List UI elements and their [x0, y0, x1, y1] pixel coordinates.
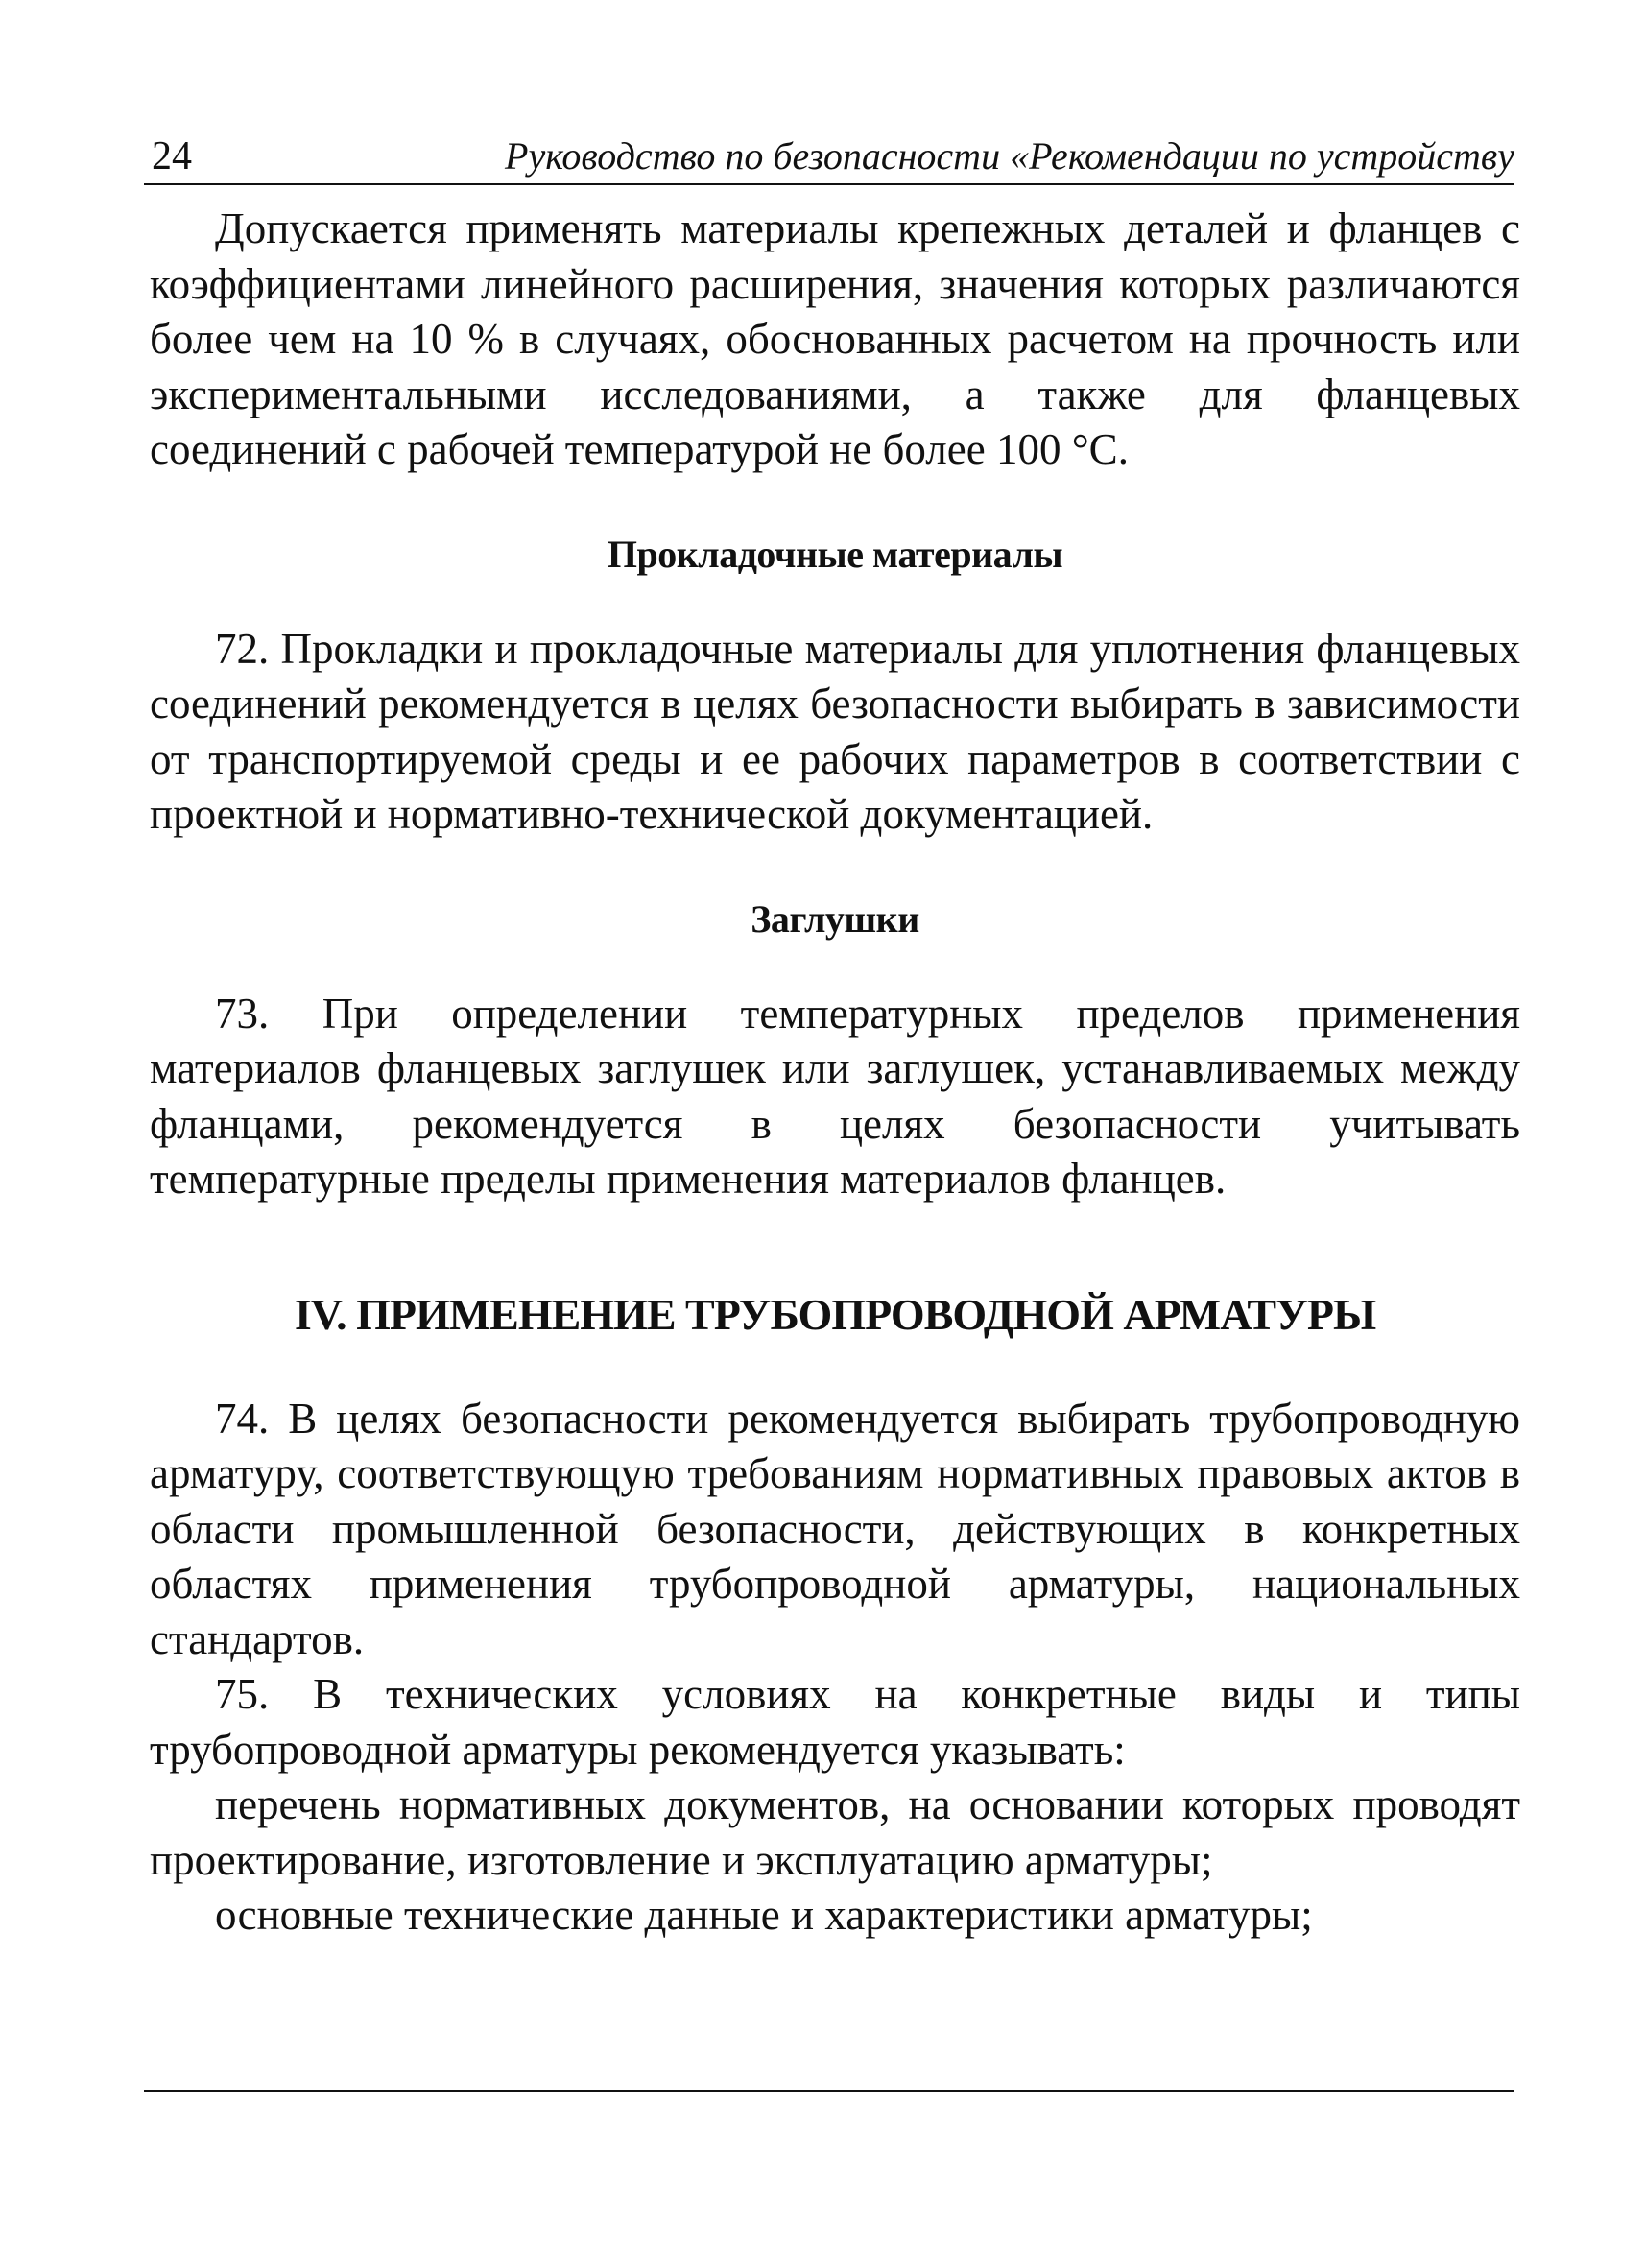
heading-gasket-materials: Прокладочные материалы — [607, 532, 1063, 576]
bottom-rule — [144, 2090, 1514, 2092]
heading-plugs: Заглушки — [751, 896, 919, 941]
paragraph-list-item-technical-data: основные технические данные и характеристики арматуры; — [215, 1891, 1313, 1939]
paragraph-72: 72. Прокладки и прокладочные материалы для уплотнения фланцевых соединений рекомендуется в целях безопасности выбирать в зависимости от транспортируемой среды и ее рабочих параметров в соответствии с проектной и нормативно-технической документацией. — [150, 624, 1520, 838]
section-heading-iv: IV. ПРИМЕНЕНИЕ ТРУБОПРОВОДНОЙ АРМАТУРЫ — [294, 1289, 1376, 1339]
paragraph-list-item-documents: перечень нормативных документов, на основании которых проводят проектирование, изготовление и эксплуатацию арматуры; — [150, 1780, 1520, 1884]
running-header — [144, 130, 1514, 185]
paragraph-73: 73. При определении температурных пределов применения материалов фланцевых заглушек или заглушек, устанавливаемых между фланцами, рекомендуется в целях безопасности учитывать температурные пределы применения материалов фланцев. — [150, 989, 1520, 1203]
running-title: Руководство по безопасности «Рекомендации по устройству — [505, 134, 1514, 178]
paragraph-75: 75. В технических условиях на конкретные виды и типы трубопроводной арматуры рекомендуется указывать: — [150, 1670, 1520, 1774]
paragraph-fastener-materials: Допускается применять материалы крепежных деталей и фланцев с коэффициентами линейного расширения, значения которых различаются более чем на 10 % в случаях, обоснованных расчетом на прочность или экспериментальными исследованиями, а также для фланцевых соединений с рабочей температурой не более 100 °С. — [150, 204, 1520, 473]
paragraph-74: 74. В целях безопасности рекомендуется выбирать трубопроводную арматуру, соответствующую требованиям нормативных правовых актов в области промышленной безопасности, действующих в конкретных областях применения трубопроводной арматуры, национальных стандартов. — [150, 1394, 1520, 1663]
page-number: 24 — [152, 134, 192, 179]
body-text — [150, 202, 1520, 1944]
